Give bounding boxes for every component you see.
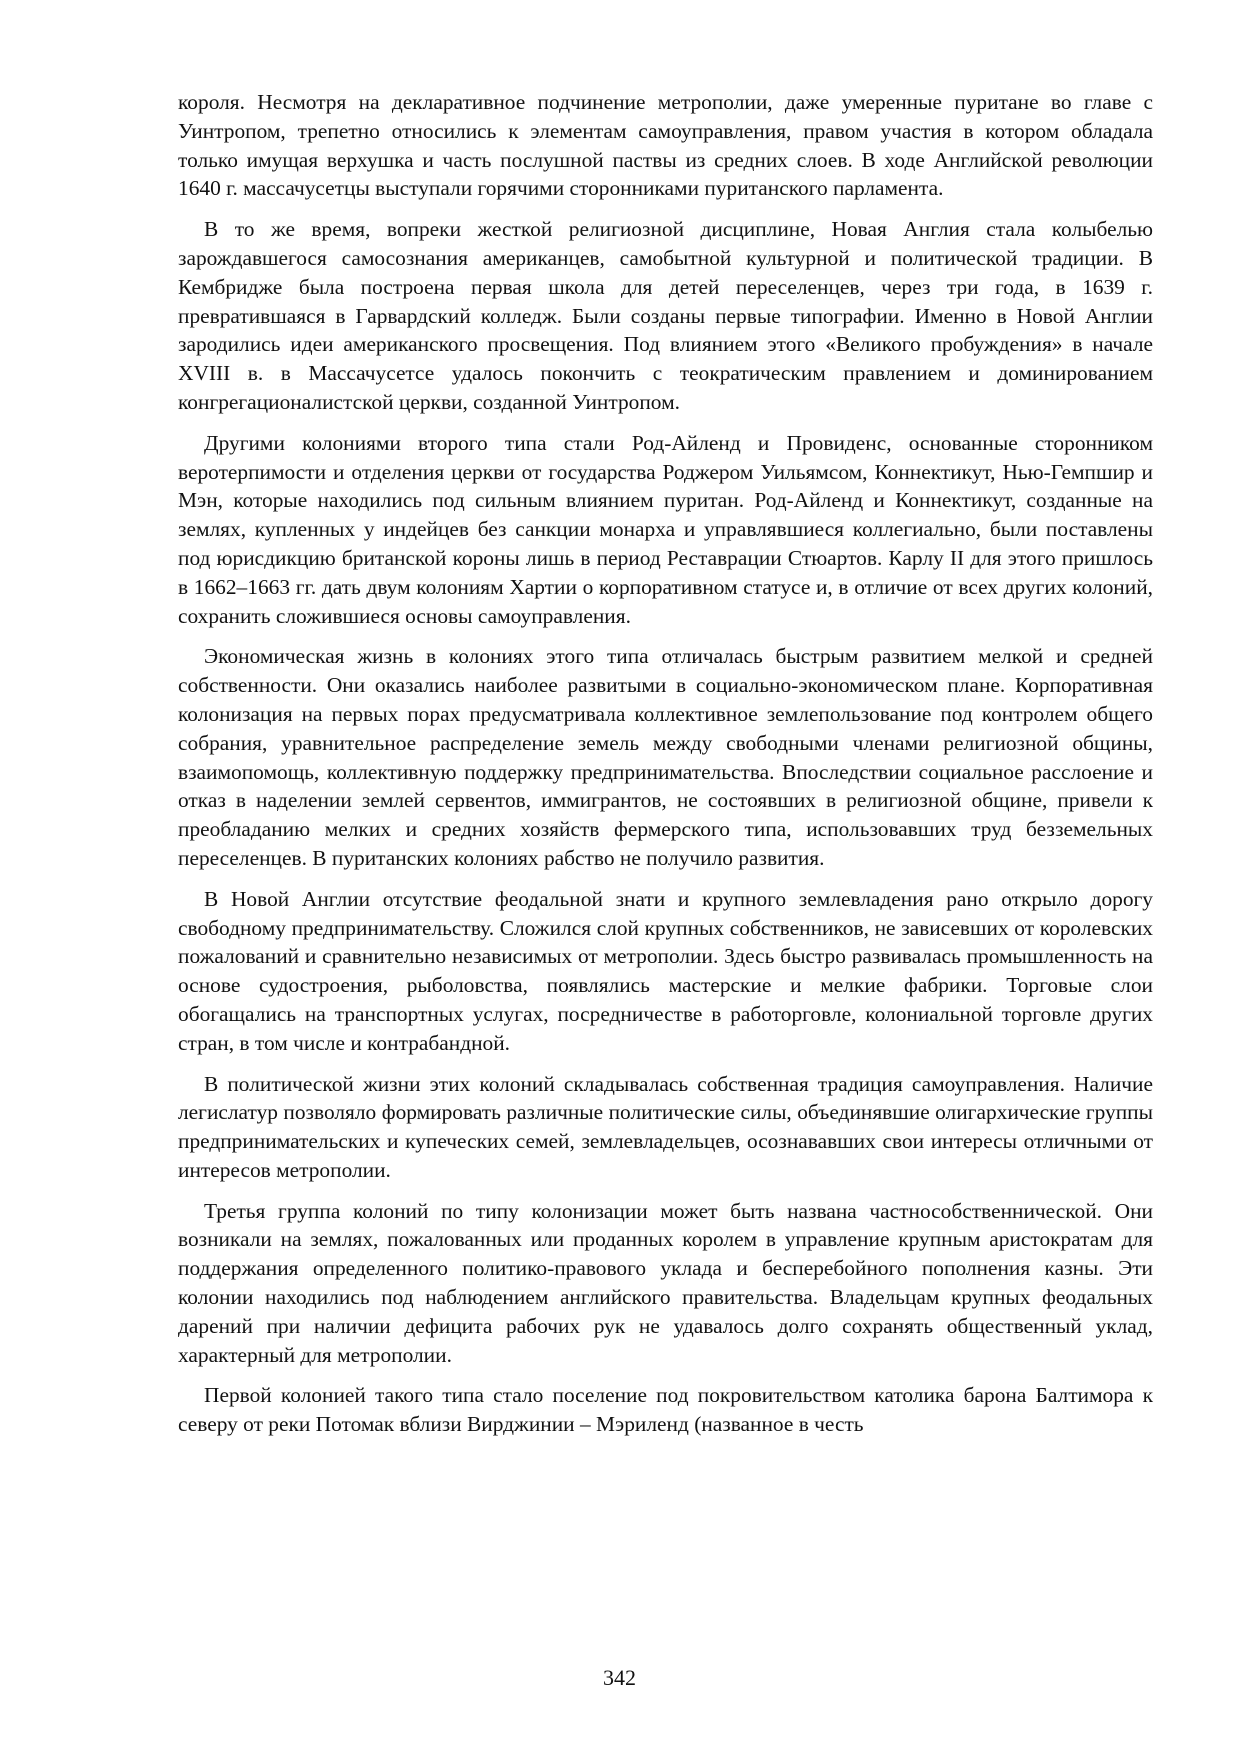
- paragraph-6: В политической жизни этих колоний складывалась собственная традиция самоуправления. Наличие легислатур позволяло формировать различные политические силы, объединявшие олигархические группы предпринимательских и купеческих семей, землевладельцев, осознававших свои интересы отличными от интересов метрополии.: [178, 1071, 1153, 1182]
- paragraph-4: Экономическая жизнь в колониях этого типа отличалась быстрым развитием мелкой и средней собственности. Они оказались наиболее развитыми в социально-экономическом плане. Корпоративная колонизация на первых порах предусматривала коллективное землепользование под контролем общего собрания, уравнительное распределение земель между свободными членами религиозной общины, взаимопомощь, коллективную поддержку предпринимательства. Впоследствии социальное расслоение и отказ в наделении землей сервентов, иммигрантов, не состоявших в религиозной общине, привели к преобладанию мелких и средних хозяйств фермерского типа, использовавших труд безземельных переселенцев. В пуританских колониях рабство не получило развития.: [178, 644, 1153, 870]
- paragraph-1: короля. Несмотря на декларативное подчинение метрополии, даже умеренные пуритане во главе с Уинтропом, трепетно относились к элементам самоуправления, правом участия в котором обладала только имущая верхушка и часть послушной паствы из средних слоев. В ходе Английской революции 1640 г. массачусетцы выступали горячими сторонниками пуританского парламента.: [178, 90, 1153, 201]
- page-number: 342: [603, 1665, 636, 1690]
- paragraph-8: Первой колонией такого типа стало поселение под покровительством католика барона Балтимора к северу от реки Потомак вблизи Вирджинии – Мэриленд (названное в честь: [178, 1383, 1153, 1437]
- document-body: [178, 88, 1153, 1451]
- paragraph-3: Другими колониями второго типа стали Род-Айленд и Провиденс, основанные сторонником веротерпимости и отделения церкви от государства Роджером Уильямсом, Коннектикут, Нью-Гемпшир и Мэн, которые находились под сильным влиянием пуритан. Род-Айленд и Коннектикут, созданные на землях, купленных у индейцев без санкции монарха и управлявшиеся коллегиально, были поставлены под юрисдикцию британской короны лишь в период Реставрации Стюартов. Карлу II для этого пришлось в 1662–1663 гг. дать двум колониям Хартии о корпоративном статусе и, в отличие от всех других колоний, сохранить сложившиеся основы самоуправления.: [178, 430, 1153, 628]
- paragraph-5: В Новой Англии отсутствие феодальной знати и крупного землевладения рано открыло дорогу свободному предпринимательству. Сложился слой крупных собственников, не зависевших от королевских пожалований и сравнительно независимых от метрополии. Здесь быстро развивалась промышленность на основе судостроения, рыболовства, появлялись мастерские и мелкие фабрики. Торговые слои обогащались на транспортных услугах, посредничестве в работорговле, колониальной торговле других стран, в том числе и контрабандной.: [178, 886, 1153, 1055]
- paragraph-2: В то же время, вопреки жесткой религиозной дисциплине, Новая Англия стала колыбелью зарождавшегося самосознания американцев, самобытной культурной и политической традиции. В Кембридже была построена первая школа для детей переселенцев, через три года, в 1639 г. превратившаяся в Гарвардский колледж. Были созданы первые типографии. Именно в Новой Англии зародились идеи американского просвещения. Под влиянием этого «Великого пробуждения» в начале XVIII в. в Массачусетсе удалось покончить с теократическим правлением и доминированием конгрегационалистской церкви, созданной Уинтропом.: [178, 217, 1153, 414]
- paragraph-7: Третья группа колоний по типу колонизации может быть названа частнособственнической. Они возникали на землях, пожалованных или проданных королем в управление крупным аристократам для поддержания определенного политико-правового уклада и бесперебойного пополнения казны. Эти колонии находились под наблюдением английского правительства. Владельцам крупных феодальных дарений при наличии дефицита рабочих рук не удавалось долго сохранять общественный уклад, характерный для метрополии.: [178, 1198, 1153, 1367]
